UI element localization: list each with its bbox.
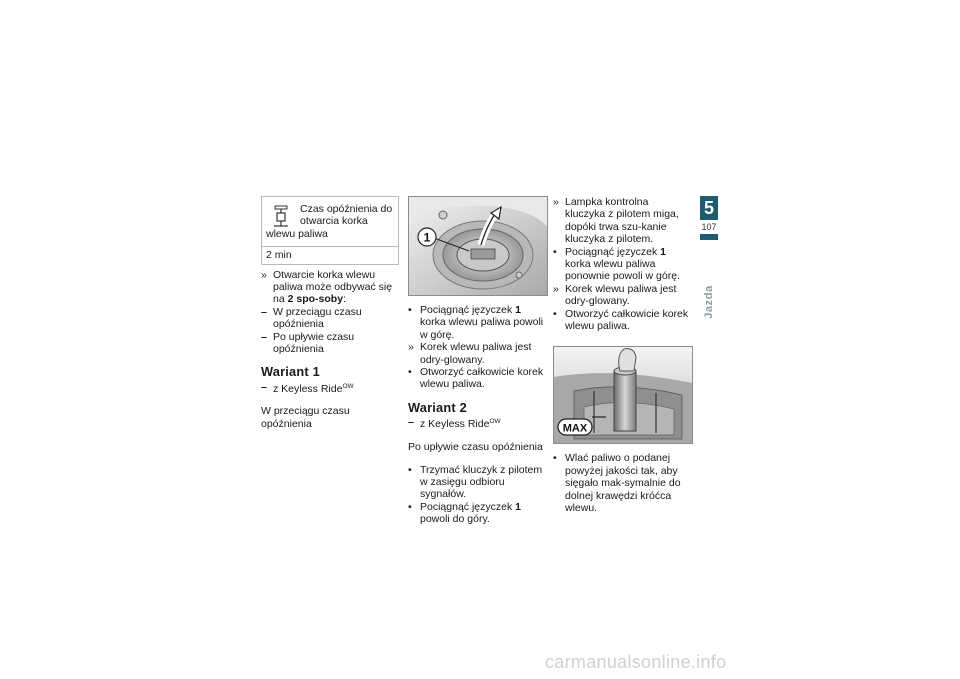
result-item: » Korek wlewu paliwa jest odry-glowany. <box>553 282 677 308</box>
section-heading: Wariant 2 <box>408 399 467 415</box>
dash-item: – z Keyless Ride$^{OW}$ <box>261 380 354 395</box>
fuel-filler-illustration <box>554 347 692 443</box>
chapter-number: 5 <box>703 198 714 218</box>
callout-label: 1 <box>423 230 431 245</box>
bullet-item: • Pociągnąć języczek 1 korka wlewu paliwa ponownie powoli w górę. <box>553 245 680 283</box>
watermark: carmanualsonline.info <box>545 652 727 672</box>
dash-item: – W przeciągu czasu opóźnienia <box>261 305 362 331</box>
fuel-filler-photo <box>553 346 693 444</box>
fuel-cap-illustration <box>409 197 547 295</box>
fuel-cap-photo <box>408 196 548 296</box>
column-2 <box>408 196 546 526</box>
info-title: Czas opóźnienia do otwarcia korka wlewu paliwa <box>266 203 393 240</box>
page-number: 107 <box>701 222 717 232</box>
column-1 <box>261 196 399 441</box>
info-value: 2 min <box>262 246 398 263</box>
bullet-item: • Otworzyć całkowicie korek wlewu paliwa. <box>553 307 689 333</box>
result-item: » Korek wlewu paliwa jest odry-glowany. <box>408 341 532 366</box>
column-3 <box>553 196 691 515</box>
paragraph: Po upływie czasu opóźnienia <box>408 440 543 453</box>
chapter-tab <box>700 196 718 240</box>
paragraph: W przeciągu czasu opóźnienia <box>261 405 350 430</box>
section-heading: Wariant 1 <box>261 364 320 380</box>
result-item: » Otwarcie korka wlewu paliwa może odbywać się na 2 spo-soby: <box>261 268 393 306</box>
dash-item: – z Keyless Ride$^{OW}$ <box>408 416 501 431</box>
max-label: MAX <box>562 422 588 435</box>
chapter-title-vertical <box>701 282 717 322</box>
bullet-item: • Wlać paliwo o podanej powyżej jakości tak, aby sięgało mak-symalnie do dolnej krawędzi króćca wlewu. <box>553 452 681 515</box>
result-item: » Lampka kontrolna kluczyka z pilotem miga, dopóki trwa szu-kanie kluczyka z pilotem. <box>553 196 679 246</box>
bullet-item: • Trzymać kluczyk z pilotem w zasięgu odbioru sygnałów. <box>408 463 543 501</box>
bullet-item: • Otworzyć całkowicie korek wlewu paliwa. <box>408 366 544 391</box>
bullet-item: • Pociągnąć języczek 1 korka wlewu paliwa powoli w górę. <box>408 304 544 341</box>
chapter-title: Jazda <box>703 285 715 319</box>
info-box <box>261 196 399 265</box>
stopwatch-icon <box>272 205 290 227</box>
dash-item: – Po upływie czasu opóźnienia <box>261 330 355 356</box>
bullet-item: • Pociągnąć języczek 1 powoli do góry. <box>408 500 521 526</box>
